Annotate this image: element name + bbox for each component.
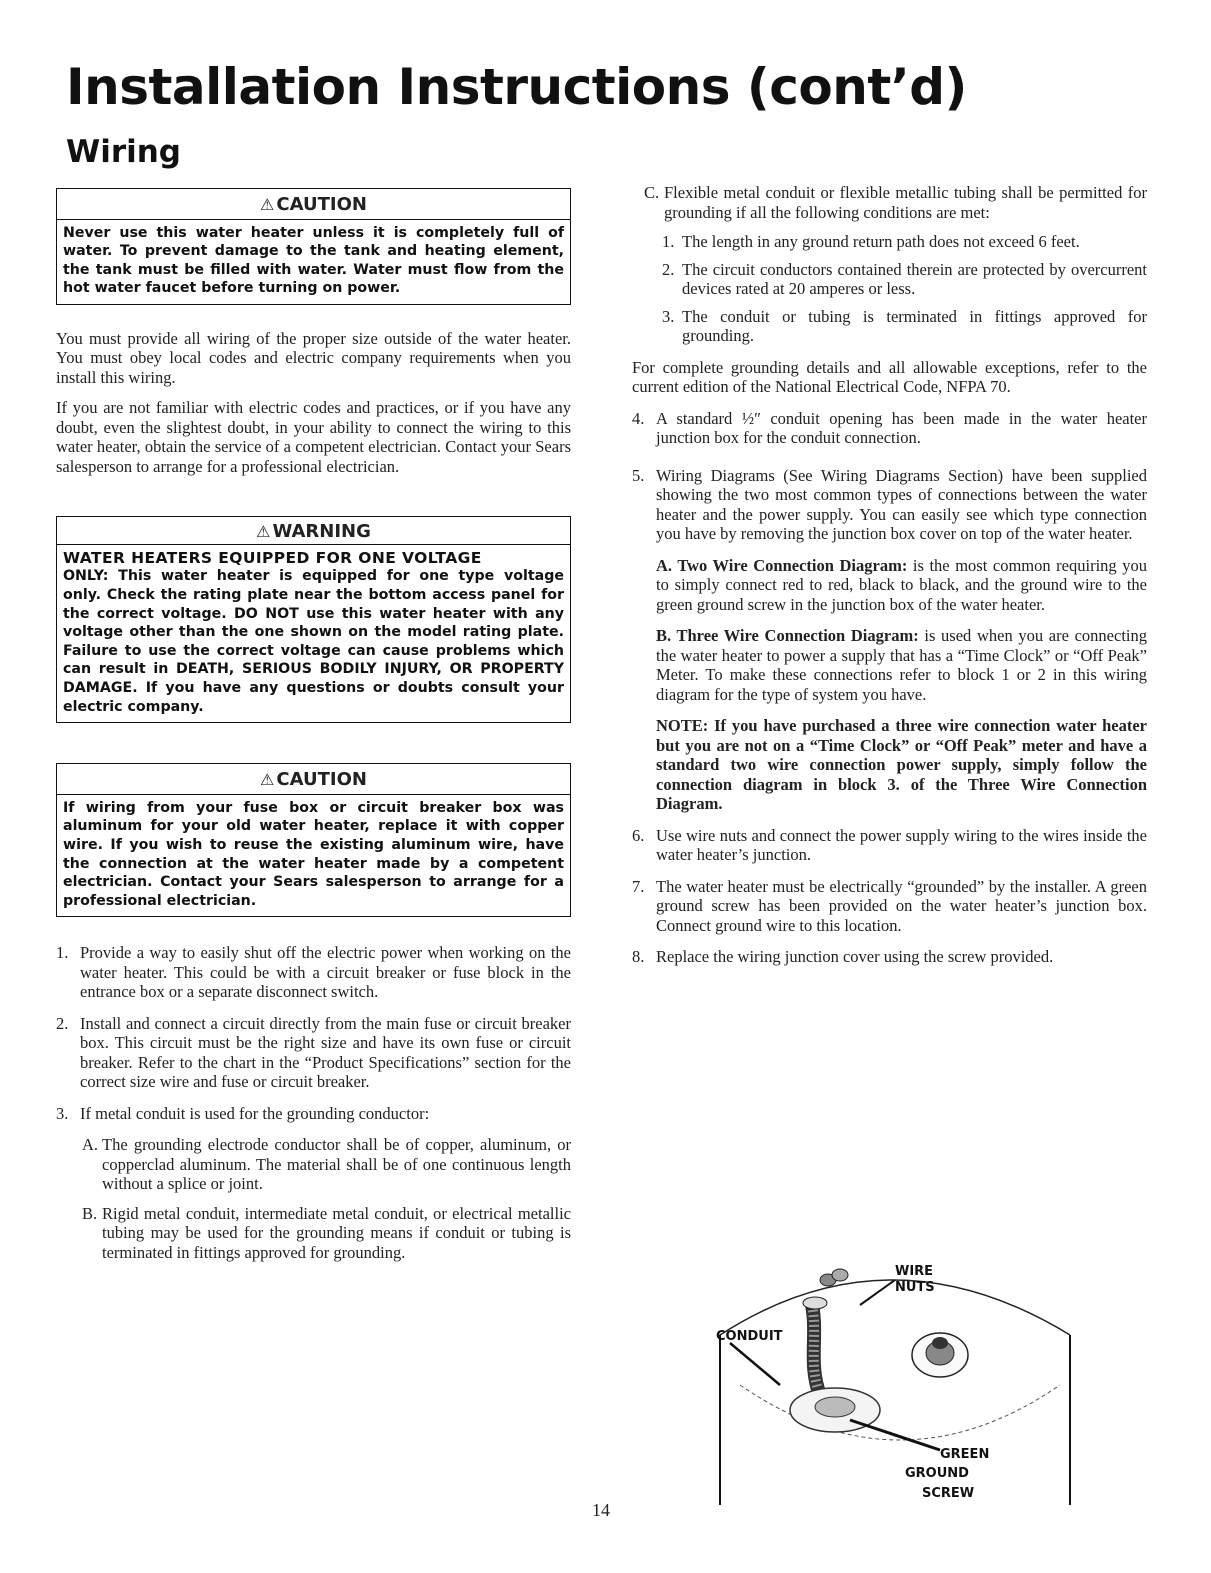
page-number: 14 bbox=[592, 1500, 610, 1520]
two-wire-diagram-desc: A. Two Wire Connection Diagram: is the most common requiring you to simply connect red to red, black to black, and the ground wire to the green ground screw in the junction box of the water heater. bbox=[656, 555, 1147, 614]
element-terminal-icon bbox=[912, 1333, 968, 1377]
conduit-icon bbox=[803, 1297, 827, 1395]
warning-box bbox=[56, 516, 571, 723]
caution-box-2 bbox=[56, 763, 571, 917]
conduit-label: CONDUIT bbox=[716, 1329, 783, 1344]
intro-paragraph-2: If you are not familiar with electric codes and practices, or if you have any doubt, even the slightest doubt, in your ability to connect the wiring to this water heater, obtain the service of a competent electrician. Contact your Sears salesperson to arrange for a professional electrician. bbox=[56, 398, 571, 476]
junction-box-plate bbox=[815, 1397, 855, 1417]
conduit-pointer bbox=[730, 1343, 780, 1385]
wire-nuts-pointer bbox=[860, 1280, 895, 1305]
caution-text: Never use this water heater unless it is completely full of water. To prevent damage to the tank and heating element, the tank must be filled with water. Water must flow from the hot water faucet before turning on power. bbox=[63, 224, 564, 297]
warning-triangle-icon: ⚠ bbox=[256, 522, 271, 542]
step-3-c-1: 1. The length in any ground return path does not exceed 6 feet. bbox=[662, 232, 1080, 251]
wire-nuts-icon bbox=[820, 1269, 848, 1286]
step-3-c-3: 3. The conduit or tubing is terminated in fittings approved for grounding. bbox=[662, 306, 1147, 345]
left-column bbox=[56, 188, 571, 1272]
caution-box-1 bbox=[56, 188, 571, 305]
section-heading: Wiring bbox=[66, 134, 181, 170]
warning-heading: WARNING bbox=[272, 521, 371, 543]
wire-nuts-label-1: WIRE bbox=[895, 1264, 934, 1279]
green-label: GREEN bbox=[940, 1447, 990, 1462]
step-1: 1. Provide a way to easily shut off the electric power when working on the water heater. This could be with a circuit breaker or fuse block in the entrance box or a separate disconnect switch. bbox=[56, 943, 571, 1002]
caution-triangle-icon: ⚠ bbox=[260, 195, 275, 214]
water-heater-top-diagram bbox=[700, 1235, 1090, 1515]
ground-label: GROUND bbox=[905, 1466, 969, 1481]
step-3-a: A. The grounding electrode conductor shall be of copper, aluminum, or copperclad aluminum. The material shall be of one continuous length without a splice or joint. bbox=[82, 1135, 571, 1194]
ground-screw-pointer bbox=[850, 1420, 940, 1450]
grounding-note: For complete grounding details and all allowable exceptions, refer to the current edition of the National Electrical Code, NFPA 70. bbox=[632, 357, 1147, 396]
warning-lead: WATER HEATERS EQUIPPED FOR ONE VOLTAGE bbox=[63, 548, 482, 567]
step-3-c: C. Flexible metal conduit or flexible metallic tubing shall be permitted for grounding if all the following conditions are met: bbox=[644, 183, 1147, 222]
caution-triangle-icon: ⚠ bbox=[260, 770, 275, 790]
caution-heading: CAUTION bbox=[276, 194, 367, 215]
step-3: 3. If metal conduit is used for the grounding conductor: bbox=[56, 1103, 430, 1123]
note-paragraph: NOTE: If you have purchased a three wire connection water heater but you are not on a “Time Clock” or “Off Peak” meter and have a standard two wire connection power supply, simply follow the connection diagram in block 3. of the Three Wire Connection Diagram. bbox=[656, 716, 1147, 813]
step-2: 2. Install and connect a circuit directly from the main fuse or circuit breaker box. This circuit must be the right size and have its own fuse or circuit breaker. Refer to the chart in the “Product Specifications” section for the correct size wire and fuse or circuit breaker. bbox=[56, 1013, 571, 1092]
intro-paragraph-1: You must provide all wiring of the proper size outside of the water heater. You must obey local codes and electric company requirements when you install this wiring. bbox=[56, 328, 571, 387]
three-wire-diagram-desc: B. Three Wire Connection Diagram: is used when you are connecting the water heater to power a supply that has a “Time Clock” or “Off Peak” Meter. To make these connections refer to block 1 or 2 in this wiring diagram for the type of system you have. bbox=[656, 626, 1147, 704]
page-title: Installation Instructions (cont’d) bbox=[66, 58, 967, 116]
step-3-c-2: 2. The circuit conductors contained therein are protected by overcurrent devices rated at 20 amperes or less. bbox=[662, 259, 1147, 298]
step-8: 8. Replace the wiring junction cover using the screw provided. bbox=[632, 947, 1054, 966]
step-4: 4. A standard ½″ conduit opening has been made in the water heater junction box for the conduit connection. bbox=[632, 408, 1147, 447]
step-7: 7. The water heater must be electrically “grounded” by the installer. A green ground screw has been provided on the water heater’s junction box. Connect ground wire to this location. bbox=[632, 876, 1147, 935]
caution-heading: CAUTION bbox=[276, 769, 367, 791]
step-6: 6. Use wire nuts and connect the power supply wiring to the wires inside the water heater’s junction. bbox=[632, 825, 1147, 864]
right-column bbox=[632, 183, 1147, 979]
warning-text: ONLY: This water heater is equipped for one type voltage only. Check the rating plate near the bottom access panel for the correct voltage. DO NOT use this water heater with any voltage other than the one shown on the model rating plate. Failure to use the correct voltage can cause problems which can result in DEATH, SERIOUS BODILY INJURY, OR PROPERTY DAMAGE. If you have any questions or doubts consult your electric company. bbox=[63, 568, 564, 715]
step-5: 5. Wiring Diagrams (See Wiring Diagrams Section) have been supplied showing the two most common types of connections between the water heater and the power supply. You can easily see which type connection you have by removing the junction box cover on top of the water heater. bbox=[632, 465, 1147, 543]
step-3-b: B. Rigid metal conduit, intermediate metal conduit, or electrical metallic tubing may be used for the grounding means if conduit or tubing is terminated in fittings approved for grounding. bbox=[82, 1203, 571, 1262]
wire-nuts-label-2: NUTS bbox=[895, 1280, 935, 1295]
caution-text: If wiring from your fuse box or circuit breaker box was aluminum for your old water heater, replace it with copper wire. If you wish to reuse the existing aluminum wire, have the connection at the water heater made by a competent electrician. Contact your Sears salesperson to arrange for a professional electrician. bbox=[63, 799, 564, 909]
tank-bottom-edge bbox=[740, 1385, 1060, 1440]
screw-label: SCREW bbox=[922, 1486, 975, 1501]
